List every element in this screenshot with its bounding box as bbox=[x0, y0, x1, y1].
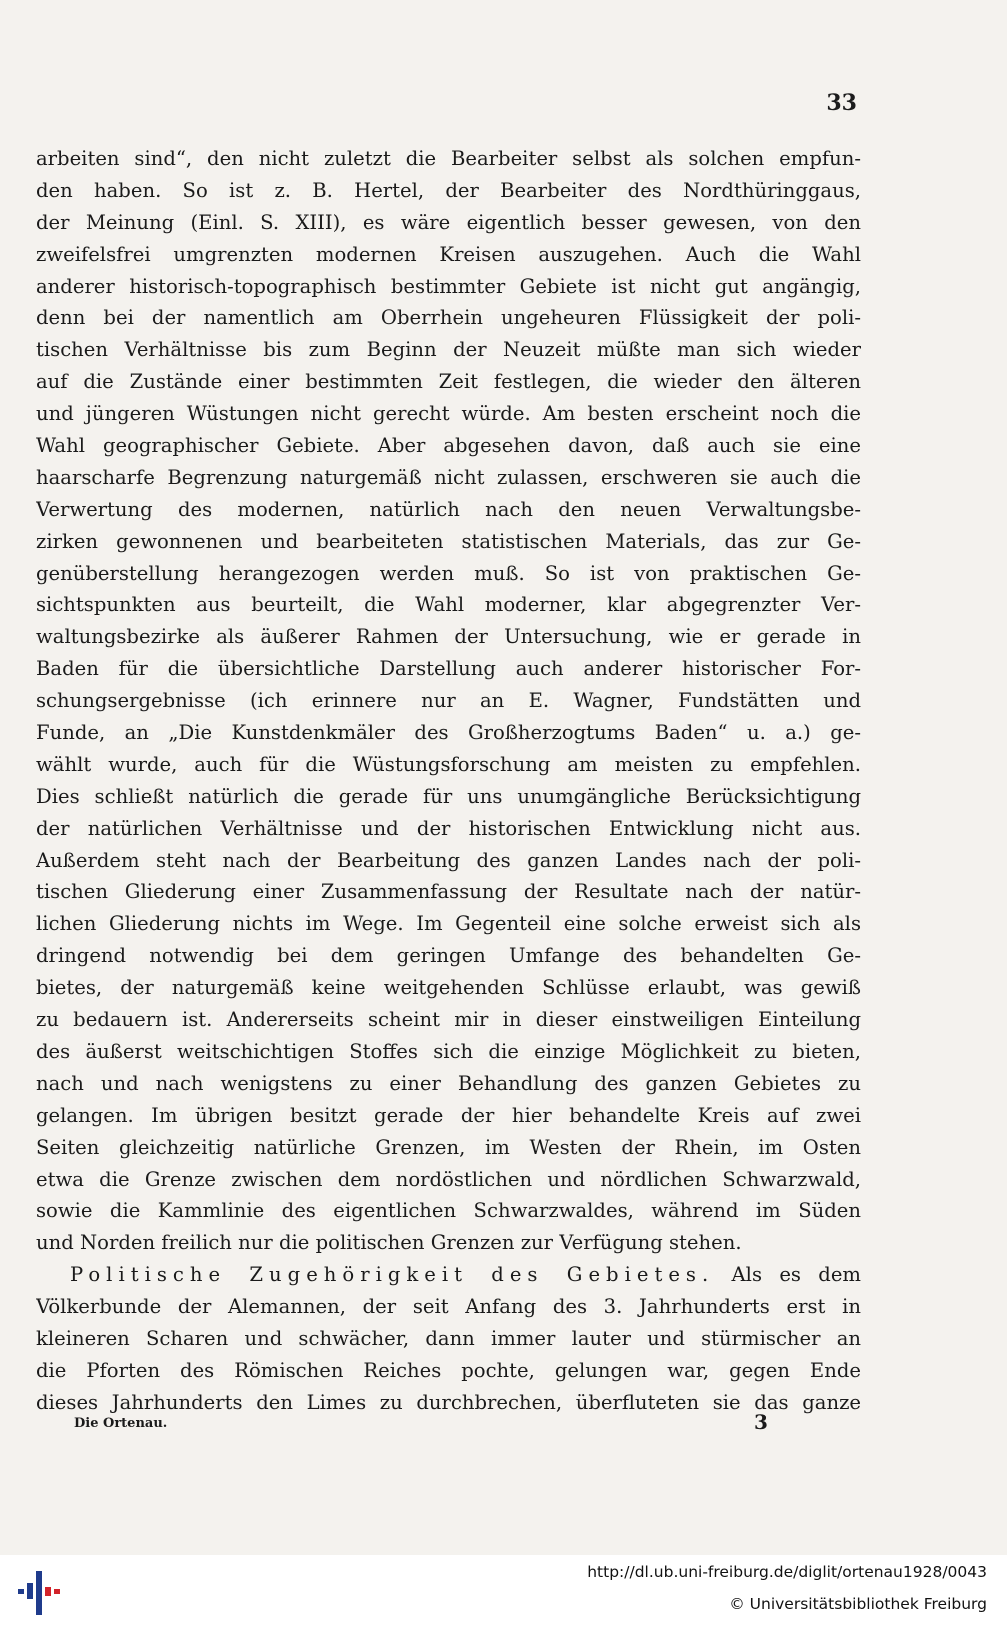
text-line: Dies schließt natürlich die gerade für uns unumgängliche Berücksichtigung bbox=[36, 784, 861, 808]
text-line: schungsergebnisse (ich erinnere nur an E. Wagner, Fundstätten und bbox=[36, 689, 861, 713]
text-line: haarscharfe Begrenzung naturgemäß nicht zulassen, erschweren sie auch die bbox=[36, 465, 861, 489]
text-line: waltungsbezirke als äußerer Rahmen der Untersuchung, wie er gerade in bbox=[36, 625, 861, 649]
section-first-line-text: Als es dem bbox=[731, 1263, 861, 1287]
text-line: dringend notwendig bei dem geringen Umfange des behandelten Ge- bbox=[36, 944, 861, 968]
text-line: und Norden freilich nur die politischen Grenzen zur Verfügung stehen. bbox=[36, 1231, 742, 1255]
copyright-notice: © Universitätsbibliothek Freiburg bbox=[729, 1595, 987, 1613]
text-line: Seiten gleichzeitig natürliche Grenzen, im Westen der Rhein, im Osten bbox=[36, 1135, 861, 1159]
paragraph-section bbox=[36, 1291, 861, 1419]
text-line: die Pforten des Römischen Reiches pochte, gelungen war, gegen Ende bbox=[36, 1358, 861, 1382]
text-line: Funde, an „Die Kunstdenkmäler des Großherzogtums Baden“ u. a.) ge- bbox=[36, 721, 861, 745]
text-line: zu bedauern ist. Andererseits scheint mir in dieser einstweiligen Einteilung bbox=[36, 1008, 861, 1032]
text-line: des äußerst weitschichtigen Stoffes sich die einzige Möglichkeit zu bieten, bbox=[36, 1039, 861, 1063]
signature-number: 3 bbox=[754, 1410, 768, 1434]
text-line: arbeiten sind“, den nicht zuletzt die Bearbeiter selbst als solchen empfun- bbox=[36, 147, 861, 170]
ub-freiburg-logo-icon bbox=[14, 1565, 66, 1617]
page-number: 33 bbox=[826, 90, 857, 116]
text-line: sichtspunkten aus beurteilt, die Wahl moderner, klar abgegrenzter Ver- bbox=[36, 593, 861, 617]
text-line: zirken gewonnenen und bearbeiteten statistischen Materials, das zur Ge- bbox=[36, 529, 861, 553]
text-line: bietes, der naturgemäß keine weitgehenden Schlüsse erlaubt, was gewiß bbox=[36, 976, 861, 1000]
paragraph-main bbox=[36, 143, 861, 1259]
text-line: etwa die Grenze zwischen dem nordöstlichen und nördlichen Schwarzwald, bbox=[36, 1167, 861, 1191]
text-line: und jüngeren Wüstungen nicht gerecht würde. Am besten erscheint noch die bbox=[36, 402, 861, 426]
text-line: kleineren Scharen und schwächer, dann immer lauter und stürmischer an bbox=[36, 1326, 861, 1350]
text-line: der Meinung (Einl. S. XIII), es wäre eigentlich besser gewesen, von den bbox=[36, 210, 861, 234]
text-line: wählt wurde, auch für die Wüstungsforschung am meisten zu empfehlen. bbox=[36, 752, 861, 776]
text-line: denn bei der namentlich am Oberrhein ungeheuren Flüssigkeit der poli- bbox=[36, 306, 861, 330]
text-line: nach und nach wenigstens zu einer Behandlung des ganzen Gebietes zu bbox=[36, 1071, 861, 1095]
text-line: tischen Gliederung einer Zusammenfassung der Resultate nach der natür- bbox=[36, 880, 861, 904]
text-line: den haben. So ist z. B. Hertel, der Bearbeiter des Nordthüringgaus, bbox=[36, 178, 861, 202]
text-line: anderer historisch-topographisch bestimmter Gebiete ist nicht gut angängig, bbox=[36, 274, 861, 298]
text-line: Wahl geographischer Gebiete. Aber abgesehen davon, daß auch sie eine bbox=[36, 434, 861, 458]
text-line: Völkerbunde der Alemannen, der seit Anfang des 3. Jahrhunderts erst in bbox=[36, 1295, 861, 1319]
text-line: genüberstellung herangezogen werden muß. So ist von praktischen Ge- bbox=[36, 561, 861, 585]
library-footer-bar bbox=[0, 1555, 1007, 1625]
text-line: dieses Jahrhunderts den Limes zu durchbrechen, überfluteten sie das ganze bbox=[36, 1390, 861, 1414]
section-first-line bbox=[36, 1259, 861, 1291]
text-line: Baden für die übersichtliche Darstellung auch anderer historischer For- bbox=[36, 657, 861, 681]
text-line: sowie die Kammlinie des eigentlichen Schwarzwaldes, während im Süden bbox=[36, 1199, 861, 1223]
section-heading: Politische Zugehörigkeit des Gebietes. bbox=[70, 1263, 715, 1287]
signature-title: Die Ortenau. bbox=[74, 1416, 168, 1431]
text-line: tischen Verhältnisse bis zum Beginn der Neuzeit müßte man sich wieder bbox=[36, 338, 861, 362]
text-line: zweifelsfrei umgrenzten modernen Kreisen auszugehen. Auch die Wahl bbox=[36, 242, 861, 266]
text-line: lichen Gliederung nichts im Wege. Im Gegenteil eine solche erweist sich als bbox=[36, 912, 861, 936]
text-line: auf die Zustände einer bestimmten Zeit festlegen, die wieder den älteren bbox=[36, 370, 861, 394]
source-url[interactable]: http://dl.ub.uni-freiburg.de/diglit/ortenau1928/0043 bbox=[587, 1563, 987, 1581]
text-line: der natürlichen Verhältnisse und der historischen Entwicklung nicht aus. bbox=[36, 816, 861, 840]
text-line: Verwertung des modernen, natürlich nach den neuen Verwaltungsbe- bbox=[36, 497, 861, 521]
body-text bbox=[36, 143, 861, 1419]
text-line: Außerdem steht nach der Bearbeitung des ganzen Landes nach der poli- bbox=[36, 848, 861, 872]
text-line: gelangen. Im übrigen besitzt gerade der hier behandelte Kreis auf zwei bbox=[36, 1103, 861, 1127]
